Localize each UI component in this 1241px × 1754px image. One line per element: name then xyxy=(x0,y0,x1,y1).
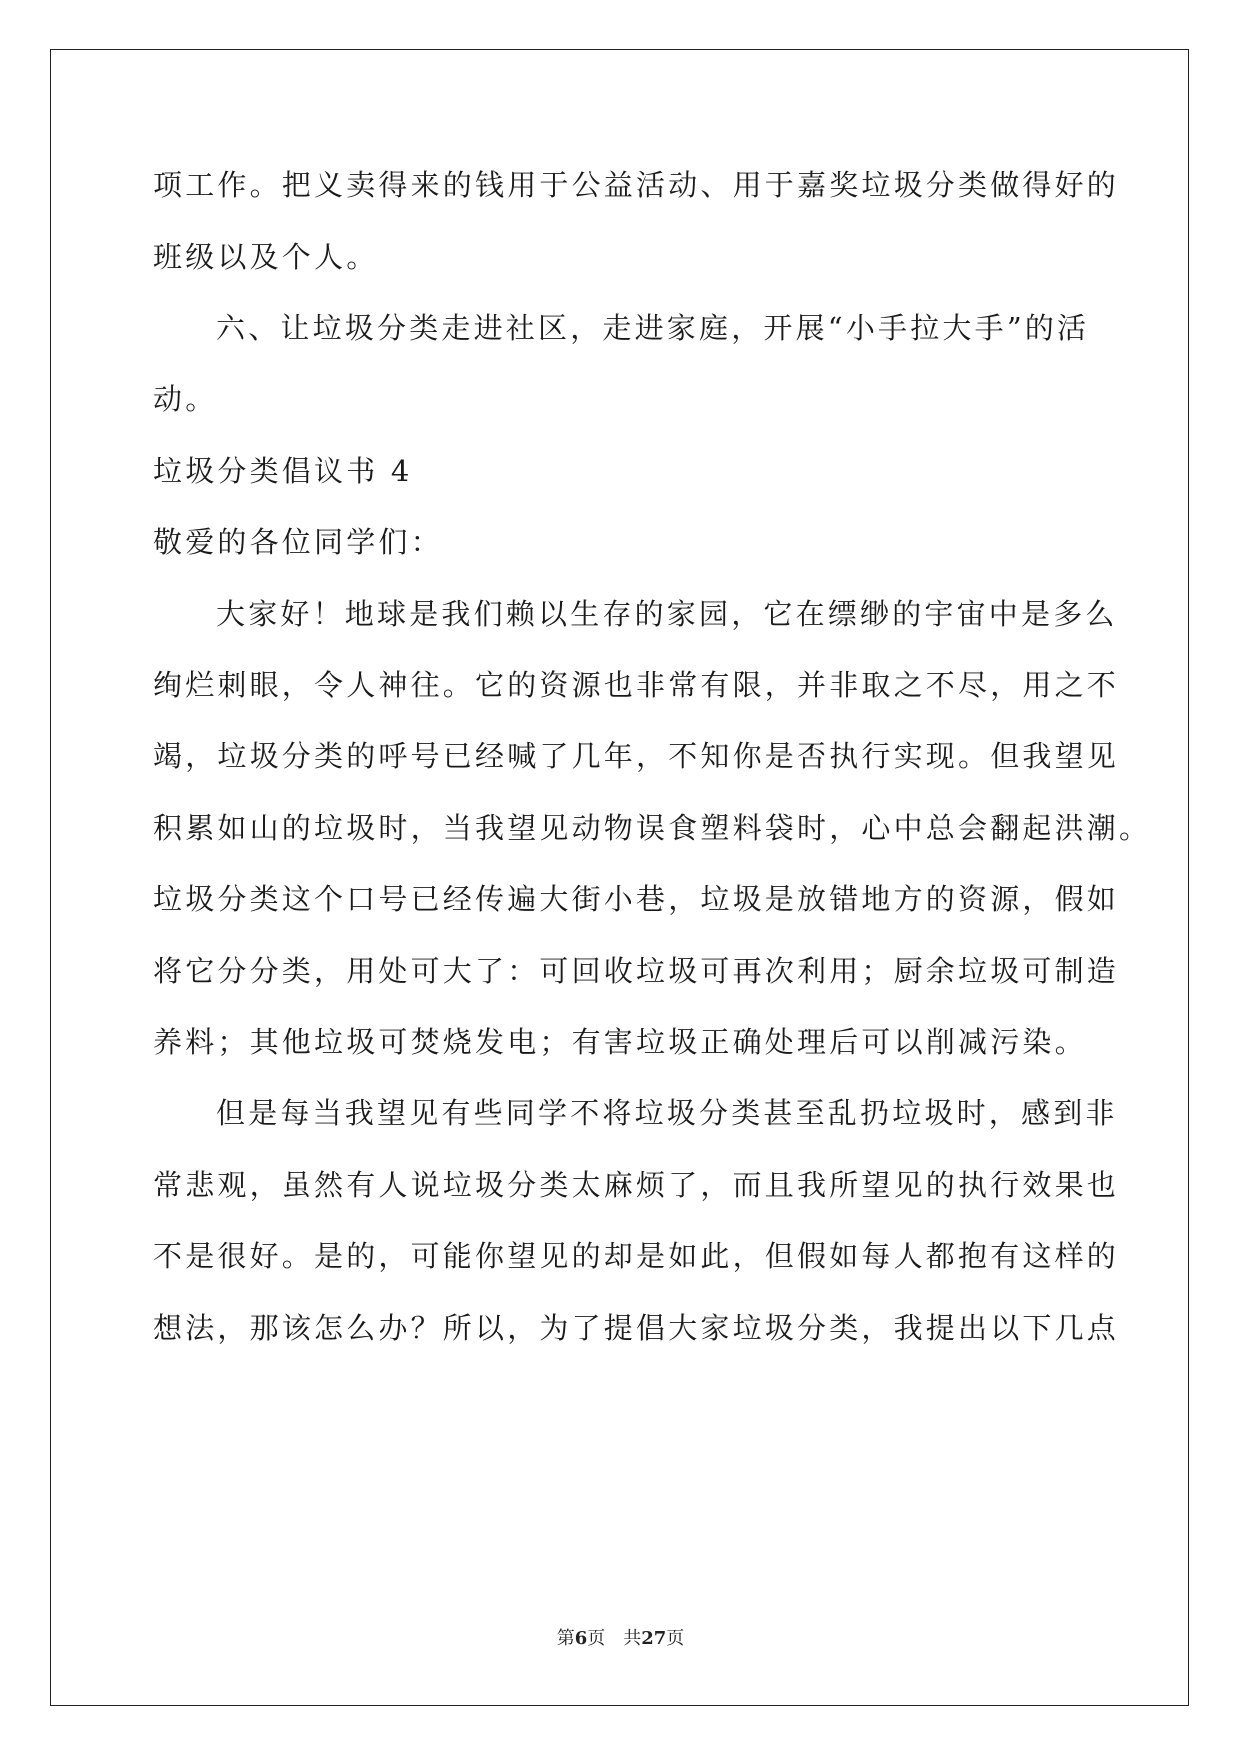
text-line: 动。 xyxy=(153,382,218,416)
page-border xyxy=(50,49,1189,1706)
page-footer xyxy=(0,1624,1241,1650)
text-line: 六、让垃圾分类走进社区，走进家庭，开展“小手拉大手”的活 xyxy=(216,311,1090,345)
text-line: 项工作。把义卖得来的钱用于公益活动、用于嘉奖垃圾分类做得好的 xyxy=(153,168,1120,202)
text-line: 想法，那该怎么办？所以，为了提倡大家垃圾分类，我提出以下几点 xyxy=(153,1311,1120,1345)
section-heading: 垃圾分类倡议书 4 xyxy=(153,454,413,488)
text-line: 竭，垃圾分类的呼号已经喊了几年，不知你是否执行实现。但我望见 xyxy=(153,739,1120,773)
text-line: 但是每当我望见有些同学不将垃圾分类甚至乱扔垃圾时，感到非 xyxy=(216,1096,1118,1130)
text-line: 不是很好。是的，可能你望见的却是如此，但假如每人都抱有这样的 xyxy=(153,1239,1120,1273)
salutation: 敬爱的各位同学们： xyxy=(153,525,443,559)
text-line: 养料；其他垃圾可焚烧发电；有害垃圾正确处理后可以削减污染。 xyxy=(153,1025,1087,1059)
text-line: 常悲观，虽然有人说垃圾分类太麻烦了，而且我所望见的执行效果也 xyxy=(153,1168,1120,1202)
text-line: 绚烂刺眼，令人神往。它的资源也非常有限，并非取之不尽，用之不 xyxy=(153,668,1120,702)
text-line: 大家好！地球是我们赖以生存的家园，它在缥缈的宇宙中是多么 xyxy=(216,597,1118,631)
text-line: 将它分分类，用处可大了：可回收垃圾可再次利用；厨余垃圾可制造 xyxy=(153,954,1120,988)
page-suffix: 页 xyxy=(666,1628,685,1649)
text-line: 垃圾分类这个口号已经传遍大街小巷，垃圾是放错地方的资源，假如 xyxy=(153,882,1120,916)
page-total: 27 xyxy=(641,1628,667,1649)
page-current: 6 xyxy=(574,1628,588,1649)
text-line: 积累如山的垃圾时，当我望见动物误食塑料袋时，心中总会翻起洪潮。 xyxy=(153,811,1152,845)
text-line: 班级以及个人。 xyxy=(153,240,379,274)
page-prefix: 第 xyxy=(556,1628,575,1649)
page-mid: 页 共 xyxy=(587,1628,642,1649)
